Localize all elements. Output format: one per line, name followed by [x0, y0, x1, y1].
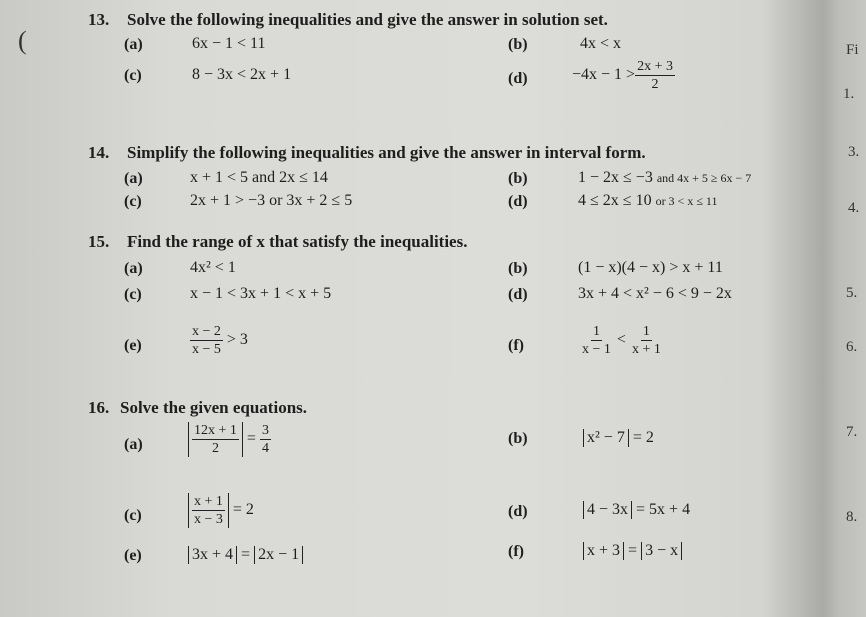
fraction — [260, 422, 271, 457]
expression — [583, 501, 690, 519]
expression — [580, 323, 663, 358]
expression: (1 − x)(4 − x) > x + 11 — [578, 259, 723, 276]
part-label: (a) — [124, 436, 143, 453]
numerator: 1 — [592, 324, 600, 339]
absolute-value: 3x + 4 — [188, 546, 237, 564]
part-label: (d) — [508, 193, 528, 210]
part-label: (e) — [124, 547, 142, 564]
operator: < — [616, 331, 626, 349]
absolute-value: 4 − 3x — [583, 501, 632, 519]
absolute-value: x² − 7 — [583, 429, 629, 447]
question-title: Solve the given equations. — [120, 398, 308, 417]
absolute-value: 2x − 1 — [254, 546, 303, 564]
part-label: (e) — [124, 337, 142, 354]
expression: x − 1 < 3x + 1 < x + 5 — [190, 285, 332, 302]
expr-text: 1 − 2x ≤ −3 — [578, 169, 653, 186]
expression — [190, 323, 248, 358]
operator: = — [628, 542, 638, 559]
part-label: (d) — [508, 70, 528, 87]
expression — [578, 192, 717, 210]
margin-number: 8. — [846, 509, 858, 525]
denominator: 4 — [261, 441, 269, 456]
part-label: (c) — [124, 507, 142, 524]
expression — [188, 422, 271, 457]
expression: 2x + 1 > −3 or 3x + 2 ≤ 5 — [190, 192, 353, 209]
margin-number: 5. — [846, 285, 858, 301]
part-label: (d) — [508, 503, 528, 520]
expression: x + 1 < 5 and 2x ≤ 14 — [190, 169, 328, 186]
margin-mark: ( — [18, 26, 27, 55]
margin-number: Fi — [846, 42, 859, 58]
expr-tail: and 4x + 5 ≥ 6x − 7 — [656, 171, 752, 185]
part-label: (b) — [508, 260, 528, 277]
fraction — [580, 323, 613, 358]
expression: 4x < x — [580, 35, 622, 52]
part-label: (d) — [508, 286, 528, 303]
fraction — [190, 323, 223, 358]
expr-text: = 5x + 4 — [636, 501, 691, 518]
expr-text: > 3 — [226, 331, 248, 349]
denominator: x − 5 — [192, 342, 221, 357]
margin-number: 1. — [843, 86, 855, 102]
margin-number: 6. — [846, 339, 858, 355]
part-label: (f) — [508, 337, 524, 354]
numerator: 3 — [261, 423, 269, 438]
expr-text: −4x − 1 > — [572, 66, 636, 84]
question-title: Solve the following inequalities and give the answer in solution set. — [127, 10, 608, 29]
expr-text: = 2 — [632, 429, 654, 446]
numerator: 1 — [642, 324, 650, 339]
question-number: 15. — [88, 232, 110, 251]
part-label: (b) — [508, 430, 528, 447]
expression — [188, 493, 254, 528]
margin-number: 4. — [848, 200, 860, 216]
question-title: Find the range of x that satisfy the inequalities. — [127, 232, 468, 251]
operator: = — [246, 430, 256, 448]
denominator: x − 3 — [194, 512, 223, 527]
absolute-value — [188, 422, 243, 457]
expression — [572, 58, 675, 93]
expression: 3x + 4 < x² − 6 < 9 − 2x — [578, 285, 732, 302]
question-number: 16. — [88, 398, 110, 417]
fraction — [635, 58, 675, 93]
absolute-value: x + 3 — [583, 542, 624, 560]
fraction — [192, 422, 239, 457]
expression — [188, 546, 303, 564]
numerator: 2x + 3 — [637, 59, 673, 74]
fraction — [192, 493, 225, 528]
numerator: x − 2 — [192, 324, 221, 339]
denominator: x − 1 — [582, 342, 611, 357]
fraction — [630, 323, 663, 358]
expression — [583, 429, 654, 447]
expression — [583, 542, 682, 560]
question-number: 13. — [88, 10, 110, 29]
part-label: (a) — [124, 260, 143, 277]
numerator: x + 1 — [194, 494, 223, 509]
part-label: (a) — [124, 36, 143, 53]
question-title: Simplify the following inequalities and give the answer in interval form. — [127, 143, 646, 162]
expression: 4x² < 1 — [190, 259, 236, 276]
part-label: (a) — [124, 170, 143, 187]
part-label: (f) — [508, 543, 524, 560]
denominator: 2 — [211, 441, 219, 456]
part-label: (b) — [508, 36, 528, 53]
margin-number: 3. — [848, 144, 860, 160]
expr-text: 4 ≤ 2x ≤ 10 — [578, 192, 652, 209]
question-number: 14. — [88, 143, 110, 162]
part-label: (b) — [508, 170, 528, 187]
denominator: x + 1 — [631, 342, 661, 357]
expr-text: = 2 — [232, 501, 254, 519]
expr-tail: or 3 < x ≤ 11 — [655, 194, 718, 208]
absolute-value: 3 − x — [641, 542, 682, 560]
expression — [578, 169, 751, 187]
operator: = — [241, 546, 251, 563]
expression: 8 − 3x < 2x + 1 — [192, 66, 292, 83]
part-label: (c) — [124, 67, 142, 84]
expression: 6x − 1 < 11 — [192, 35, 266, 52]
part-label: (c) — [124, 286, 142, 303]
denominator: 2 — [651, 77, 659, 92]
absolute-value — [188, 493, 229, 528]
margin-number: 7. — [846, 424, 858, 440]
part-label: (c) — [124, 193, 142, 210]
numerator: 12x + 1 — [194, 423, 237, 438]
